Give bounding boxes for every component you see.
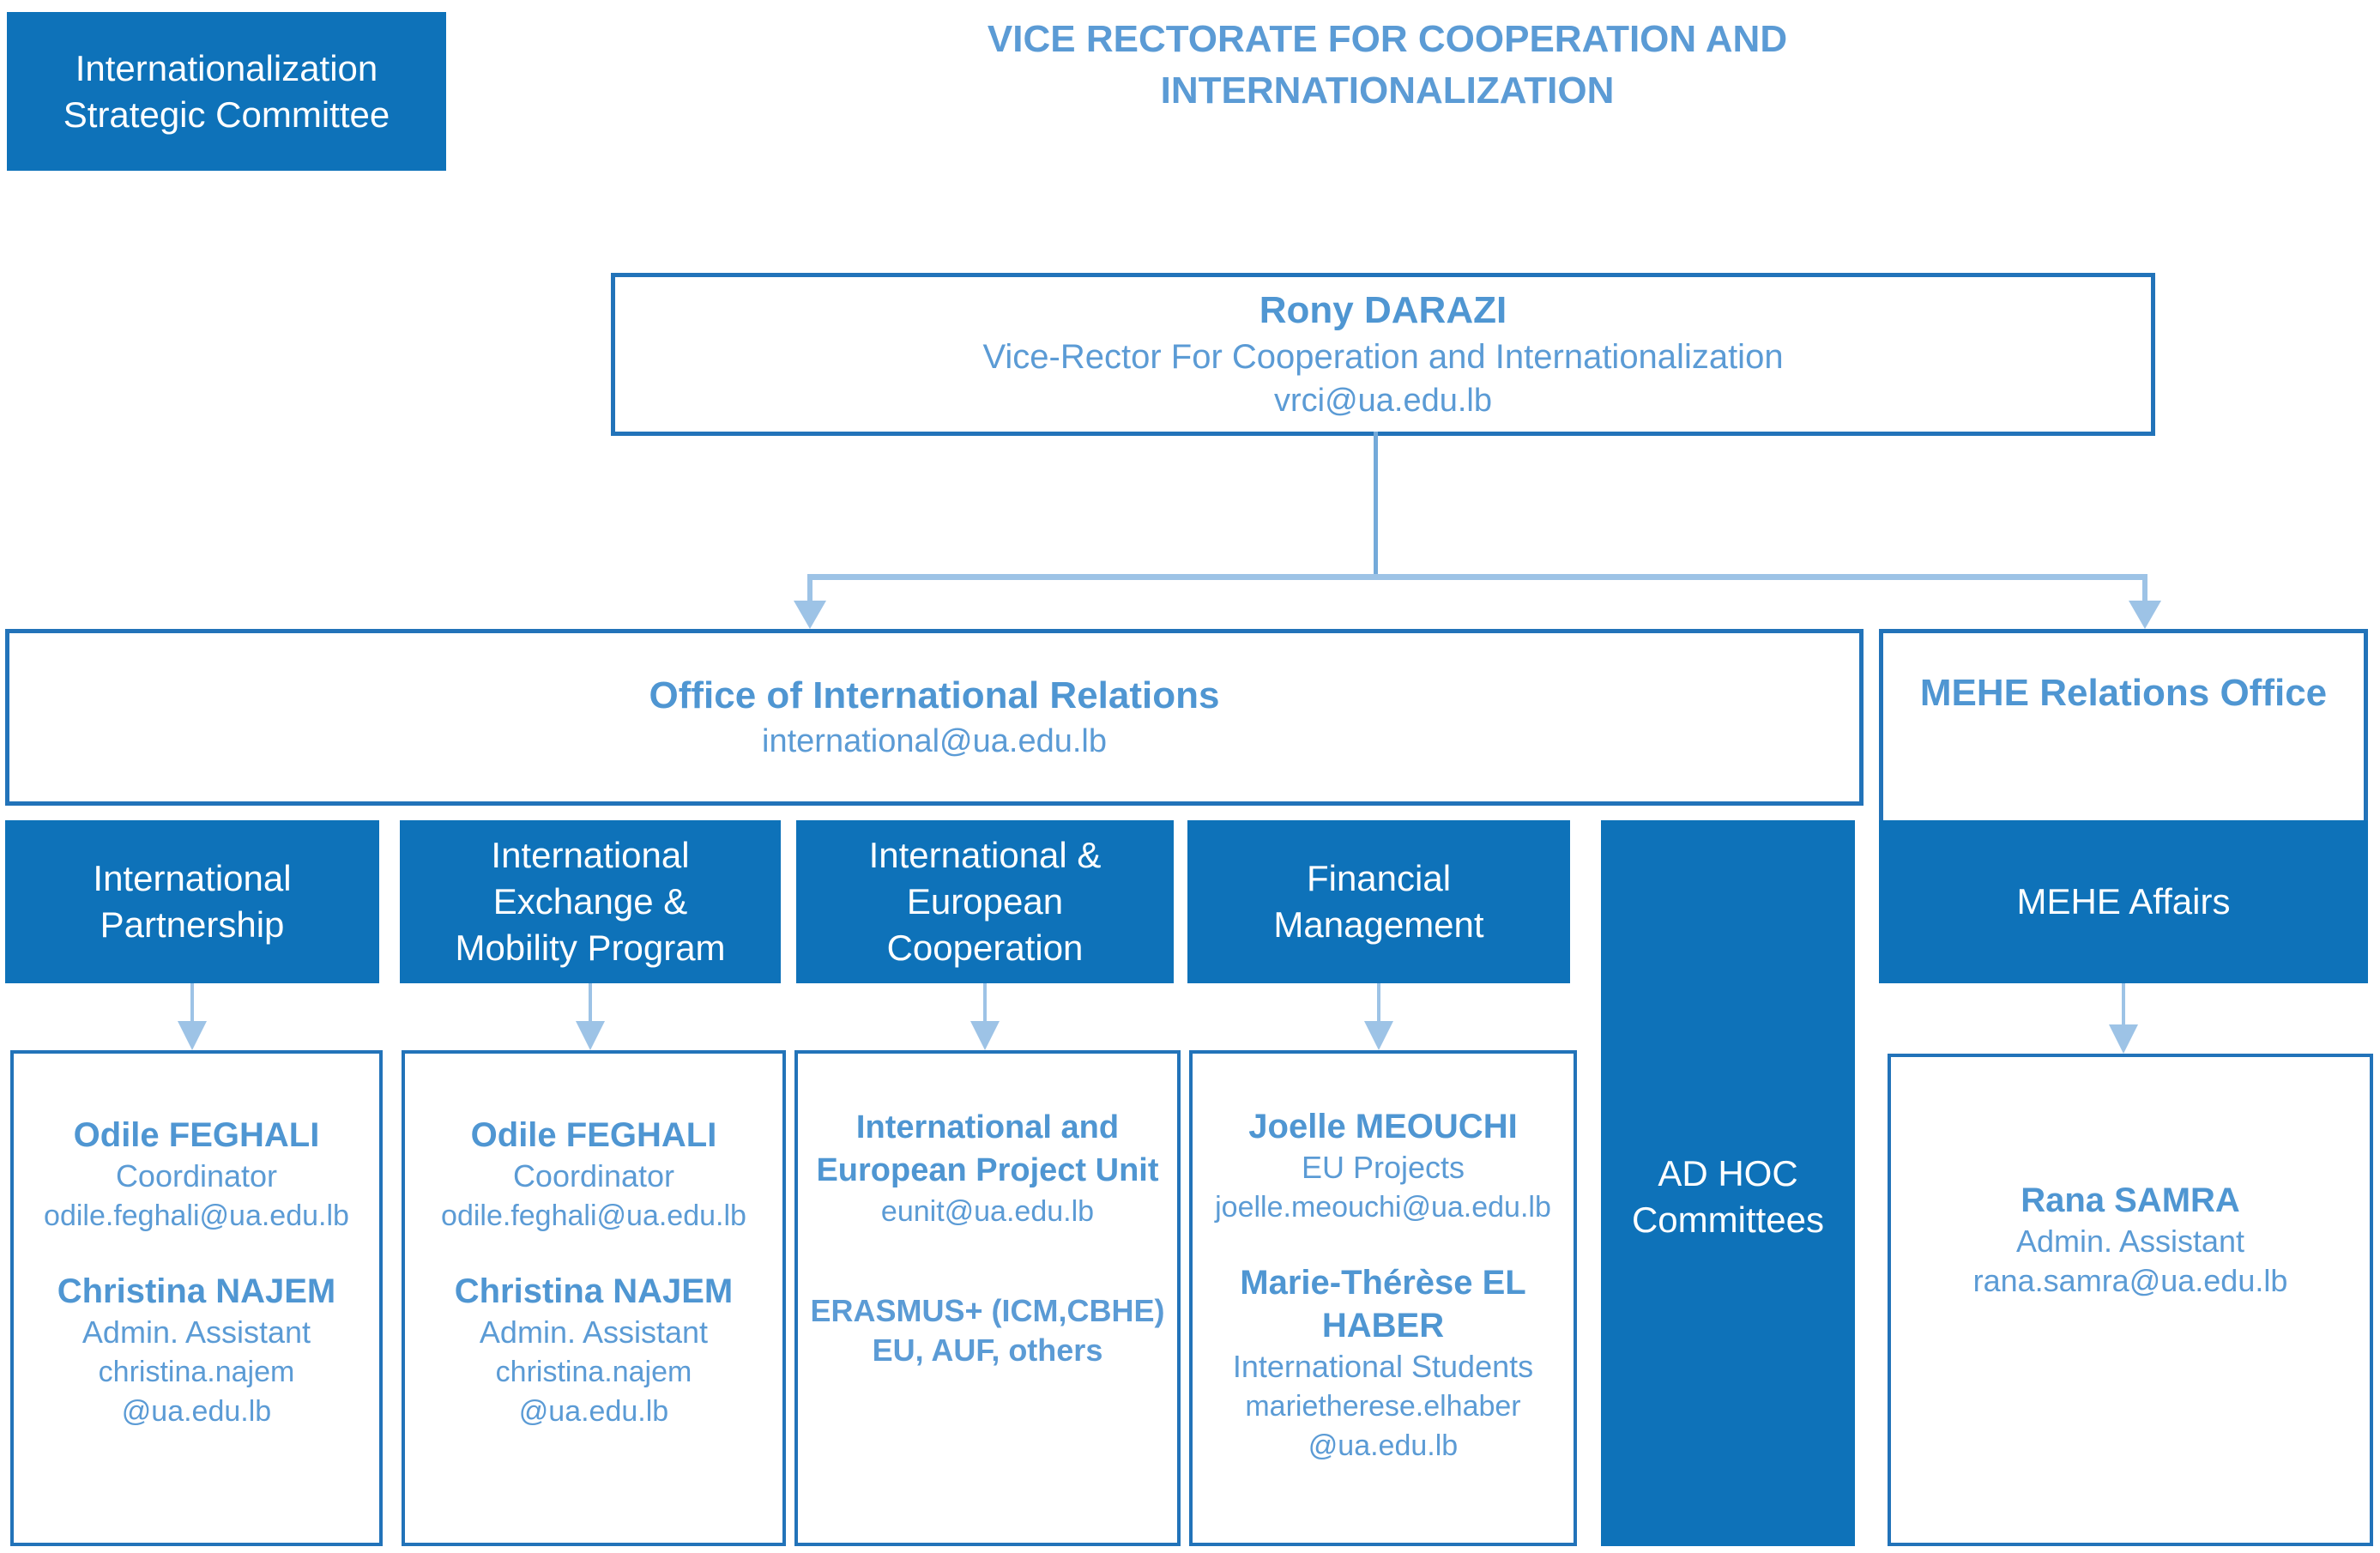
connector-right-stub bbox=[2142, 580, 2147, 602]
staff-role: EU Projects bbox=[1301, 1150, 1465, 1185]
arrow-stub-cooperation bbox=[983, 983, 987, 1023]
dept-exchange-mobility-label: International Exchange & Mobility Program bbox=[455, 835, 726, 968]
staff-name: Christina NAJEM bbox=[57, 1272, 336, 1310]
staff-email: odile.feghali@ua.edu.lb bbox=[441, 1199, 746, 1232]
staff-box-financial bbox=[1189, 1050, 1577, 1546]
arrow-stub-exchange bbox=[589, 983, 592, 1023]
staff-role: Admin. Assistant bbox=[2015, 1224, 2245, 1259]
staff-email: christina.najem bbox=[98, 1356, 295, 1388]
dept-international-european-cooperation-box bbox=[796, 820, 1174, 983]
staff-box-exchange bbox=[402, 1050, 786, 1546]
arrow-down-exchange-icon bbox=[576, 1021, 605, 1050]
dept-mehe-affairs-label: MEHE Affairs bbox=[2016, 881, 2231, 922]
adhoc-committees-box bbox=[1601, 820, 1855, 1546]
staff-email-line2: @ua.edu.lb bbox=[121, 1395, 272, 1428]
arrow-down-cooperation-icon bbox=[970, 1021, 1000, 1050]
project-unit-title-line1: International and bbox=[855, 1109, 1120, 1145]
vice-rector-name: Rony DARAZI bbox=[1259, 289, 1507, 331]
project-unit-email: eunit@ua.edu.lb bbox=[880, 1195, 1095, 1228]
page-title-line1: VICE RECTORATE FOR COOPERATION AND bbox=[987, 18, 1788, 60]
staff-email-line2: @ua.edu.lb bbox=[1308, 1429, 1459, 1462]
dept-international-partnership-box bbox=[5, 820, 379, 983]
staff-name: Christina NAJEM bbox=[454, 1272, 734, 1310]
arrow-down-mehe-affairs-icon bbox=[2109, 1024, 2138, 1054]
office-international-relations-email: international@ua.edu.lb bbox=[762, 723, 1107, 759]
staff-box-mehe-affairs bbox=[1888, 1054, 2373, 1546]
connector-horizontal-line bbox=[807, 574, 2147, 580]
dept-financial-management-label: Financial Management bbox=[1273, 858, 1484, 945]
arrow-down-partnership-icon bbox=[178, 1021, 207, 1050]
office-international-relations-name: Office of International Relations bbox=[649, 674, 1220, 716]
adhoc-committees-label: AD HOC Committees bbox=[1631, 1153, 1825, 1240]
office-international-relations-box bbox=[5, 629, 1864, 806]
staff-email: rana.samra@ua.edu.lb bbox=[1972, 1263, 2288, 1298]
vice-rector-box bbox=[611, 273, 2155, 436]
arrow-stub-financial bbox=[1377, 983, 1380, 1023]
project-unit-programs-line1: ERASMUS+ (ICM,CBHE) bbox=[810, 1293, 1165, 1328]
vice-rector-role: Vice-Rector For Cooperation and Internationalization bbox=[982, 338, 1784, 376]
arrow-down-right-icon bbox=[2129, 601, 2161, 629]
staff-name: Marie-Thérèse EL HABER bbox=[1240, 1264, 1526, 1345]
staff-email-line2: @ua.edu.lb bbox=[518, 1395, 669, 1428]
staff-email: joelle.meouchi@ua.edu.lb bbox=[1215, 1191, 1551, 1224]
arrow-down-left-icon bbox=[794, 601, 826, 629]
staff-role: International Students bbox=[1232, 1349, 1534, 1384]
vice-rector-email: vrci@ua.edu.lb bbox=[1273, 383, 1493, 419]
dept-exchange-mobility-box bbox=[400, 820, 781, 983]
connector-vertical-line bbox=[1374, 432, 1378, 578]
staff-box-partnership bbox=[10, 1050, 383, 1546]
staff-name: Rana SAMRA bbox=[2021, 1181, 2240, 1219]
arrow-stub-partnership bbox=[190, 983, 194, 1023]
mehe-relations-office-name: MEHE Relations Office bbox=[1919, 672, 2328, 714]
arrow-down-financial-icon bbox=[1364, 1021, 1393, 1050]
dept-mehe-affairs-box bbox=[1879, 820, 2368, 983]
staff-email: christina.najem bbox=[495, 1356, 692, 1388]
strategic-committee-label: Internationalization Strategic Committee bbox=[63, 47, 390, 135]
staff-email: marietherese.elhaber bbox=[1245, 1390, 1521, 1423]
dept-international-european-cooperation-label: International & European Cooperation bbox=[868, 835, 1102, 968]
strategic-committee-box bbox=[7, 12, 446, 171]
staff-box-project-unit bbox=[794, 1050, 1181, 1546]
project-unit-programs-line2: EU, AUF, others bbox=[872, 1332, 1103, 1368]
arrow-stub-mehe-affairs bbox=[2122, 983, 2125, 1026]
page-title-line2: INTERNATIONALIZATION bbox=[1160, 69, 1615, 112]
staff-role: Coordinator bbox=[115, 1158, 278, 1193]
staff-name: Odile FEGHALI bbox=[73, 1116, 320, 1154]
staff-role: Coordinator bbox=[512, 1158, 675, 1193]
page-title bbox=[892, 14, 1882, 117]
staff-name: Odile FEGHALI bbox=[470, 1116, 717, 1154]
staff-name: Joelle MEOUCHI bbox=[1248, 1108, 1518, 1145]
mehe-relations-office-box bbox=[1879, 629, 2368, 842]
staff-email: odile.feghali@ua.edu.lb bbox=[44, 1199, 349, 1232]
connector-left-stub bbox=[807, 580, 812, 602]
dept-international-partnership-label: International Partnership bbox=[93, 858, 292, 945]
staff-role: Admin. Assistant bbox=[82, 1314, 311, 1350]
staff-role: Admin. Assistant bbox=[479, 1314, 709, 1350]
dept-financial-management-box bbox=[1187, 820, 1570, 983]
project-unit-title-line2: European Project Unit bbox=[816, 1152, 1159, 1188]
